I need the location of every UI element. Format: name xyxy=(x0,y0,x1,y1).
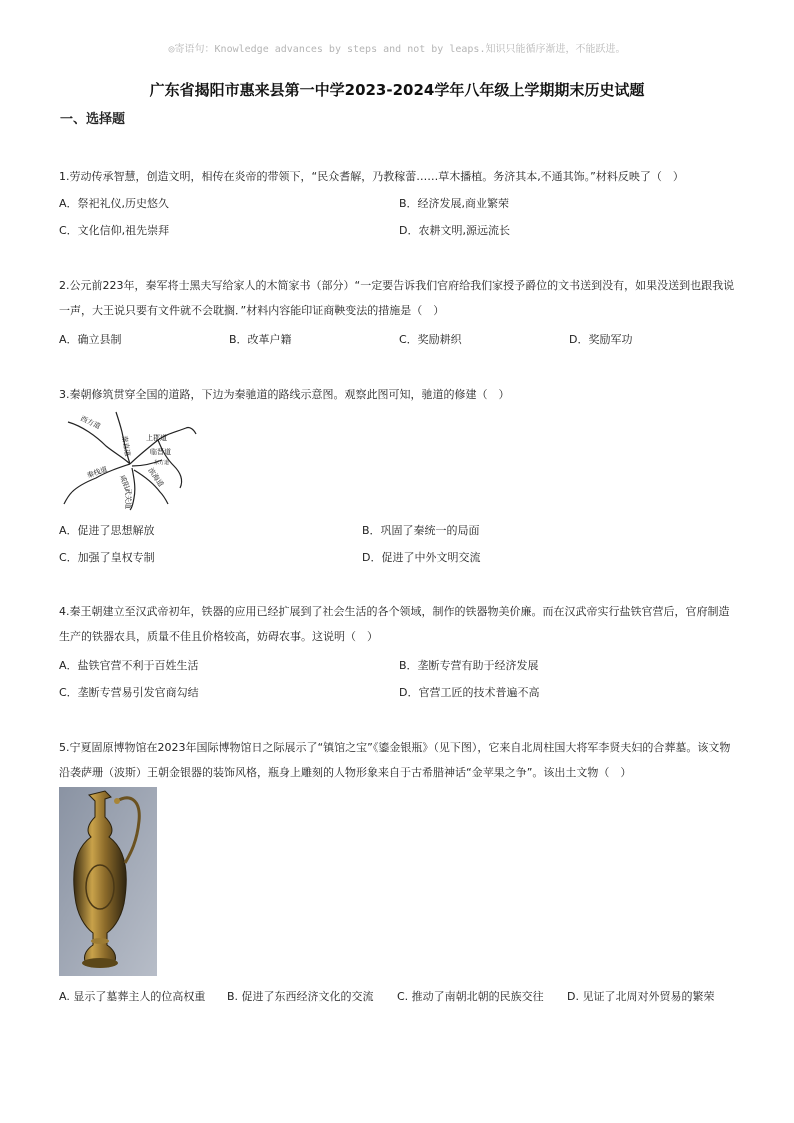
question-1-option-b[interactable]: B．经济发展,商业繁荣 xyxy=(399,197,510,210)
gilt-silver-ewer-photo xyxy=(59,787,157,976)
question-1-option-d[interactable]: D．农耕文明,源远流长 xyxy=(399,224,510,237)
question-5-option-c[interactable]: C. 推动了南朝北朝的民族交往 xyxy=(397,990,544,1003)
question-1-stem: 1.劳动传承智慧，创造文明，相传在炎帝的带领下，“民众耆解，乃教稼蕾……草木播植。务济其本,不通其饰。”材料反映了（ ） xyxy=(59,170,684,183)
question-2-stem: 2.公元前223年，秦军将士黑夫写给家人的木简家书（部分）“一定要告诉我们官府给我们家授予爵位的文书送到没有，如果没送到也跟我说一声，大王说只要有文件就不会耽搁．”材料内容能印证商鞅变法的措施是（ ） xyxy=(59,279,735,317)
question-2-option-c[interactable]: C．奖励耕织 xyxy=(399,333,462,346)
map-label-east-road: 东方道 xyxy=(154,460,170,466)
question-5-option-a[interactable]: A. 显示了墓葬主人的位高权重 xyxy=(59,990,206,1003)
question-3-stem: 3.秦朝修筑贯穿全国的道路，下边为秦驰道的路线示意图。观察此图可知，驰道的修建（ ） xyxy=(59,388,510,401)
question-3-option-a[interactable]: A．促进了思想解放 xyxy=(59,524,155,537)
question-1-option-c[interactable]: C．文化信仰,祖先崇拜 xyxy=(59,224,170,237)
question-2-option-d[interactable]: D．奖励军功 xyxy=(569,333,633,346)
question-5-stem: 5.宁夏固原博物馆在2023年国际博物馆日之际展示了“镇馆之宝”《鎏金银瓶》（见下图），它来自北周柱国大将军李贤夫妇的合葬墓。该文物沿袭萨珊（波斯）王朝金银器的装饰风格，瓶身上雕刻的人物形象来自于古希腊神话“金苹果之争”。该出土文物（ ） xyxy=(59,741,731,779)
map-label-qin-direct-road: 秦直道 xyxy=(120,434,132,458)
question-2-option-b[interactable]: B．改革户籍 xyxy=(229,333,292,346)
question-3-option-d[interactable]: D．促进了中外文明交流 xyxy=(362,551,481,564)
map-label-linjin-road: 临晋道 xyxy=(150,448,171,456)
section-heading: 一、选择题 xyxy=(60,112,126,127)
question-4-stem: 4.秦王朝建立至汉武帝初年，铁器的应用已经扩展到了社会生活的各个领域，制作的铁器物美价廉。而在汉武帝实行盐铁官营后，官府制造生产的铁器农具，质量不佳且价格较高，妨碍农事。这说明（ ） xyxy=(59,605,730,643)
map-label-xianyang: 咸阳 xyxy=(118,473,131,490)
question-4-option-d[interactable]: D．官营工匠的技术普遍不高 xyxy=(399,686,540,699)
question-5-option-b[interactable]: B. 促进了东西经济文化的交流 xyxy=(227,990,374,1003)
map-label-shangjun-road: 上郡道 xyxy=(146,434,167,442)
question-1-option-a[interactable]: A．祭祀礼仪,历史悠久 xyxy=(59,197,170,210)
map-label-wuguan-road: 武关道 xyxy=(124,488,132,509)
road-map-diagram xyxy=(62,408,198,512)
question-4-option-c[interactable]: C．垄断专营易引发官商勾结 xyxy=(59,686,199,699)
question-3-option-c[interactable]: C．加强了皇权专制 xyxy=(59,551,155,564)
map-label-qinzhan-road: 秦栈道 xyxy=(85,465,109,480)
question-4-option-a[interactable]: A．盐铁官营不利于百姓生活 xyxy=(59,659,199,672)
question-4-option-b[interactable]: B．垄断专营有助于经济发展 xyxy=(399,659,539,672)
question-3-option-b[interactable]: B．巩固了秦统一的局面 xyxy=(362,524,480,537)
page-title: 广东省揭阳市惠来县第一中学2023-2024学年八年级上学期期末历史试题 xyxy=(149,81,645,99)
question-5-option-d[interactable]: D. 见证了北周对外贸易的繁荣 xyxy=(567,990,715,1003)
question-2-option-a[interactable]: A．确立县制 xyxy=(59,333,122,346)
map-label-binhai-road: 滨海道 xyxy=(146,466,165,489)
watermark: ◎寄语句：Knowledge advances by steps and not by leaps.知识只能循序渐进，不能跃进。 xyxy=(168,44,626,55)
map-label-west-road: 西方道 xyxy=(79,414,102,431)
